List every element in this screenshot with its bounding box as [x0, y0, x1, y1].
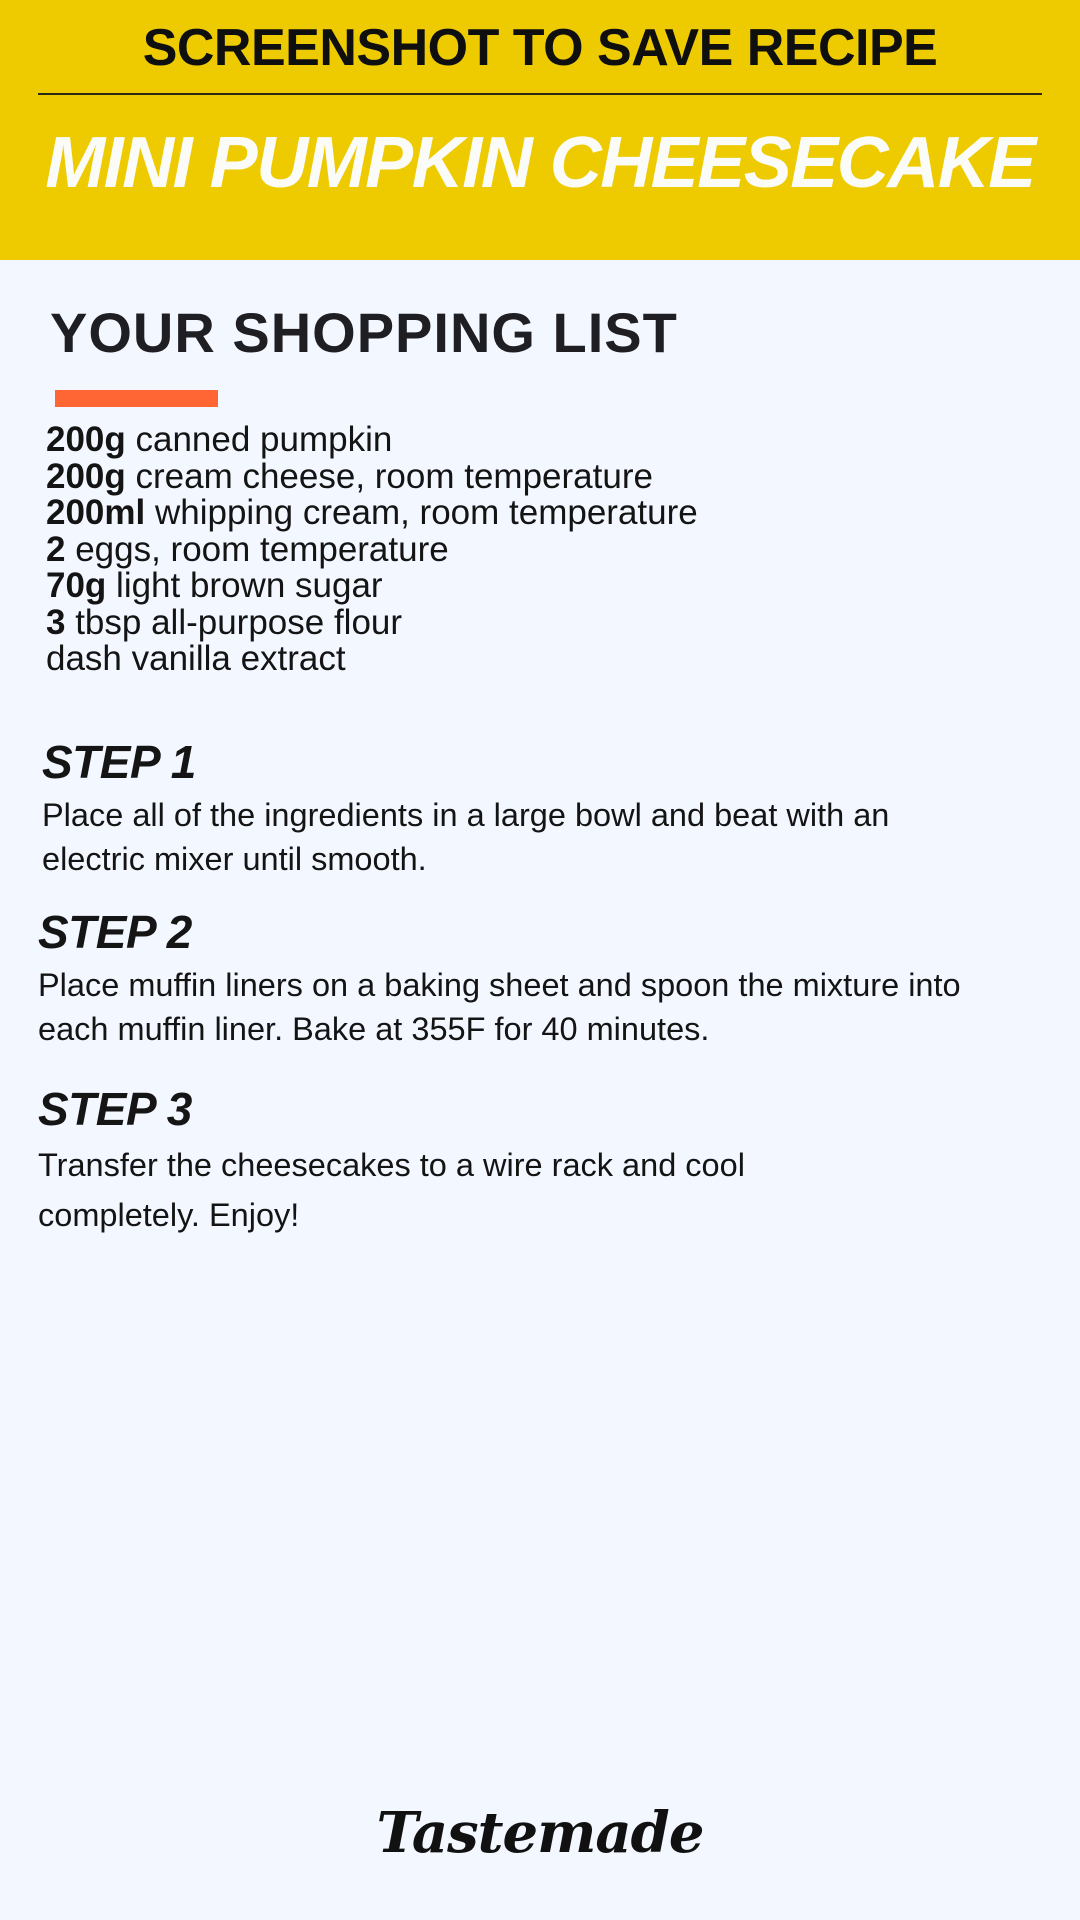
ingredient-quantity: 200g: [46, 420, 126, 459]
ingredient-item: [46, 568, 698, 605]
ingredient-item: [46, 641, 698, 678]
ingredient-name: cream cheese, room temperature: [125, 456, 653, 496]
step-3: [38, 1082, 1018, 1240]
header-banner: [0, 0, 1080, 260]
shopping-list-title: YOUR SHOPPING LIST: [50, 301, 678, 364]
ingredient-quantity: 200g: [46, 456, 126, 496]
ingredient-quantity: 2: [46, 529, 66, 569]
ingredient-quantity: 70g: [46, 566, 107, 605]
ingredient-name: tbsp all-purpose flour: [65, 602, 403, 642]
ingredient-name: whipping cream, room temperature: [145, 493, 698, 532]
recipe-title: MINI PUMPKIN CHEESECAKE: [45, 123, 1035, 203]
step-title: STEP 3: [38, 1083, 192, 1135]
ingredient-item: [46, 602, 698, 642]
step-instructions: Place all of the ingredients in a large bowl and beat with an electric mixer until smooth.: [42, 797, 890, 877]
step-title: STEP 1: [42, 736, 196, 788]
ingredient-name: eggs, room temperature: [65, 529, 449, 569]
step-2: [38, 905, 1018, 1051]
ingredient-item: [46, 422, 698, 459]
header-divider: [38, 93, 1042, 95]
step-1: [42, 735, 1022, 881]
ingredient-name: canned pumpkin: [125, 420, 393, 459]
ingredient-name: light brown sugar: [106, 566, 383, 605]
ingredient-list: [46, 422, 698, 678]
ingredient-name: dash vanilla extract: [46, 639, 346, 678]
tastemade-logo: Tastemade: [376, 1800, 704, 1866]
step-instructions: Transfer the cheesecakes to a wire rack and cool completely. Enjoy!: [38, 1147, 745, 1233]
step-title: STEP 2: [38, 906, 192, 958]
ingredient-item: [46, 495, 698, 532]
accent-bar: [55, 390, 218, 407]
ingredient-item: [46, 456, 698, 496]
step-instructions: Place muffin liners on a baking sheet and spoon the mixture into each muffin liner. Bake at 355F for 40 minutes.: [38, 967, 961, 1047]
ingredient-quantity: 3: [46, 602, 66, 642]
save-recipe-banner: SCREENSHOT TO SAVE RECIPE: [142, 19, 938, 77]
ingredient-item: [46, 529, 698, 569]
ingredient-quantity: 200ml: [46, 493, 146, 532]
